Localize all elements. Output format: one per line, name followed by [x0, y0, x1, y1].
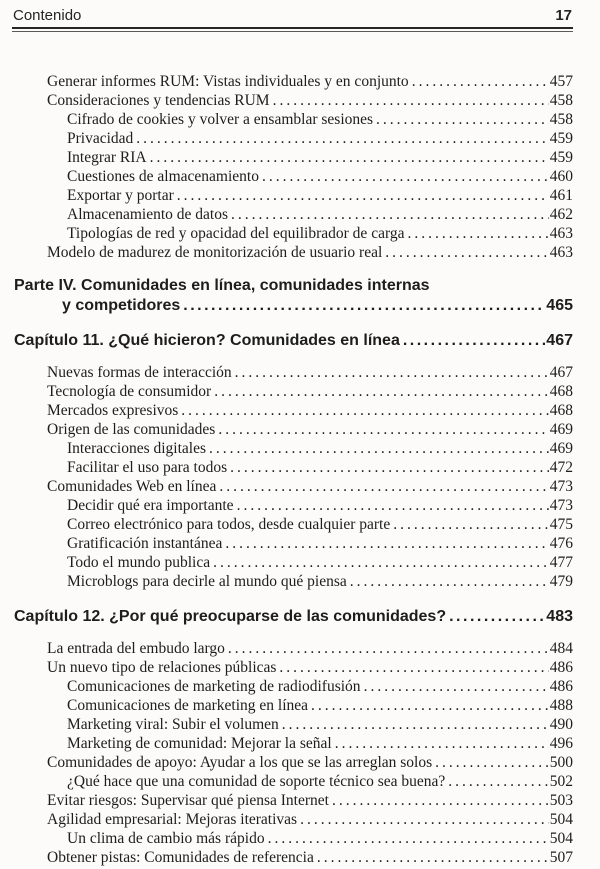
dot-leader [350, 572, 549, 591]
entry-page-number: 473 [549, 478, 573, 495]
dot-leader [376, 110, 549, 129]
entry-page-number: 461 [549, 187, 573, 204]
dot-leader [177, 186, 549, 205]
entry-title: Microblogs para decirle al mundo qué piensa [67, 573, 347, 590]
toc-list [12, 72, 573, 867]
entry-title: Evitar riesgos: Supervisar qué piensa Internet [47, 792, 329, 809]
dot-leader [213, 553, 549, 572]
header-rule [12, 27, 573, 32]
entry-title: Un clima de cambio más rápido [67, 830, 265, 847]
entry-title: Cuestiones de almacenamiento [67, 168, 259, 185]
entry-title: Decidir qué era importante [67, 497, 234, 514]
dot-leader [225, 534, 548, 553]
entry-title: Exportar y portar [67, 187, 174, 204]
toc-entry [12, 696, 573, 715]
toc-entry [12, 401, 573, 420]
entry-title: Un nuevo tipo de relaciones públicas [47, 659, 277, 676]
toc-entry [12, 848, 573, 867]
toc-entry [12, 715, 573, 734]
dot-leader [448, 772, 548, 791]
dot-leader [282, 715, 549, 734]
dot-leader [300, 810, 549, 829]
dot-leader [449, 607, 545, 627]
entry-title: Correo electrónico para todos, desde cualquier parte [67, 516, 391, 533]
entry-page-number: 475 [549, 516, 573, 533]
entry-title: Obtener pistas: Comunidades de referencia [47, 849, 314, 866]
entry-page-number: 504 [549, 830, 573, 847]
toc-entry [12, 496, 573, 515]
dot-leader [235, 363, 549, 382]
dot-leader [209, 439, 549, 458]
toc-entry [12, 110, 573, 129]
entry-page-number: 496 [549, 735, 573, 752]
dot-leader [311, 696, 549, 715]
toc-entry [12, 205, 573, 224]
entry-page-number: 459 [549, 149, 573, 166]
dot-leader [335, 734, 549, 753]
entry-page-number: 477 [549, 554, 573, 571]
toc-entry [12, 829, 573, 848]
toc-entry [12, 791, 573, 810]
entry-title: Almacenamiento de datos [67, 206, 228, 223]
toc-entry [12, 677, 573, 696]
entry-page-number: 463 [549, 244, 573, 261]
toc-part-heading [12, 276, 573, 315]
dot-leader [317, 848, 549, 867]
toc-entry [12, 639, 573, 658]
entry-page-number: 473 [549, 497, 573, 514]
dot-leader [412, 72, 549, 91]
dot-leader [181, 401, 548, 420]
toc-entry [12, 72, 573, 91]
dot-leader [262, 167, 549, 186]
entry-title: ¿Qué hace que una comunidad de soporte técnico sea buena? [67, 773, 446, 790]
toc-entry [12, 382, 573, 401]
entry-title: Comunidades de apoyo: Ayudar a los que se las arreglan solos [47, 754, 433, 771]
entry-page-number: 500 [549, 754, 573, 771]
entry-page-number: 459 [549, 130, 573, 147]
entry-title: Agilidad empresarial: Mejoras iterativas [47, 811, 298, 828]
toc-entry [12, 439, 573, 458]
entry-page-number: 457 [549, 73, 573, 90]
toc-entry [12, 129, 573, 148]
entry-page-number: 486 [549, 678, 573, 695]
toc-entry [12, 363, 573, 382]
toc-entry [12, 167, 573, 186]
chapter-title: Capítulo 12. ¿Por qué preocuparse de las comunidades? [14, 608, 447, 625]
entry-title: Privacidad [67, 130, 134, 147]
running-title: Contenido [13, 7, 82, 24]
entry-page-number: 468 [549, 383, 573, 400]
dot-leader [403, 331, 545, 351]
toc-chapter-heading [12, 331, 573, 351]
part-title-line1: Parte IV. Comunidades en línea, comunidades internas [14, 277, 430, 294]
dot-leader [214, 382, 549, 401]
entry-page-number: 476 [549, 535, 573, 552]
toc-entry [12, 148, 573, 167]
entry-title: Marketing viral: Subir el volumen [67, 716, 279, 733]
toc-chapter-heading [12, 607, 573, 627]
toc-entry [12, 753, 573, 772]
page-number: 17 [555, 7, 572, 24]
entry-title: Interacciones digitales [67, 440, 207, 457]
entry-title: Gratificación instantánea [67, 535, 223, 552]
toc-entry [12, 186, 573, 205]
dot-leader [228, 639, 549, 658]
chapter-title: Capítulo 11. ¿Qué hicieron? Comunidades en línea [14, 332, 400, 349]
dot-leader [407, 224, 548, 243]
entry-title: Comunidades Web en línea [47, 478, 217, 495]
entry-page-number: 458 [549, 92, 573, 109]
dot-leader [218, 420, 548, 439]
part-title-line2-text: y competidores [62, 297, 181, 314]
entry-page-number: 504 [549, 811, 573, 828]
entry-title: Marketing de comunidad: Mejorar la señal [67, 735, 332, 752]
toc-entry [12, 91, 573, 110]
dot-leader [364, 677, 549, 696]
dot-leader [231, 205, 549, 224]
entry-title: Origen de las comunidades [47, 421, 216, 438]
dot-leader [230, 458, 549, 477]
dot-leader [183, 296, 545, 315]
dot-leader [150, 148, 549, 167]
dot-leader [237, 496, 549, 515]
toc-entry [12, 534, 573, 553]
entry-page-number: 458 [549, 111, 573, 128]
entry-title: Todo el mundo publica [67, 554, 211, 571]
entry-page-number: 502 [549, 773, 573, 790]
dot-leader [136, 129, 548, 148]
dot-leader [435, 753, 549, 772]
entry-page-number: 479 [549, 573, 573, 590]
toc-entry [12, 458, 573, 477]
entry-title: Cifrado de cookies y volver a ensamblar sesiones [67, 111, 374, 128]
chapter-page-number: 467 [546, 332, 573, 349]
entry-title: La entrada del embudo largo [47, 640, 225, 657]
toc-entry [12, 515, 573, 534]
chapter-page-number: 483 [546, 608, 573, 625]
dot-leader [268, 829, 549, 848]
toc-entry [12, 553, 573, 572]
toc-entry [12, 572, 573, 591]
toc-entry [12, 224, 573, 243]
page-header [12, 7, 573, 27]
toc-entry [12, 477, 573, 496]
entry-page-number: 490 [549, 716, 573, 733]
entry-title: Facilitar el uso para todos [67, 459, 228, 476]
entry-page-number: 462 [549, 206, 573, 223]
dot-leader [332, 791, 549, 810]
entry-title: Integrar RIA [67, 149, 147, 166]
dot-leader [385, 243, 548, 262]
entry-title: Nuevas formas de interacción [47, 364, 232, 381]
dot-leader [279, 658, 548, 677]
dot-leader [393, 515, 549, 534]
entry-page-number: 472 [549, 459, 573, 476]
entry-title: Tecnología de consumidor [47, 383, 212, 400]
entry-page-number: 460 [549, 168, 573, 185]
entry-page-number: 488 [549, 697, 573, 714]
entry-title: Tipologías de red y opacidad del equilibrador de carga [67, 225, 405, 242]
entry-page-number: 484 [549, 640, 573, 657]
entry-title: Mercados expresivos [47, 402, 179, 419]
entry-title: Consideraciones y tendencias RUM [47, 92, 270, 109]
dot-leader [273, 91, 549, 110]
entry-page-number: 507 [549, 849, 573, 866]
entry-title: Generar informes RUM: Vistas individuales y en conjunto [47, 73, 409, 90]
entry-page-number: 463 [549, 225, 573, 242]
part-page-number: 465 [546, 297, 573, 314]
toc-entry [12, 734, 573, 753]
entry-title: Modelo de madurez de monitorización de usuario real [47, 244, 383, 261]
dot-leader [219, 477, 548, 496]
entry-page-number: 503 [549, 792, 573, 809]
entry-page-number: 486 [549, 659, 573, 676]
entry-page-number: 468 [549, 402, 573, 419]
entry-page-number: 467 [549, 364, 573, 381]
toc-entry [12, 243, 573, 262]
part-title-line2 [14, 296, 573, 315]
toc-entry [12, 772, 573, 791]
toc-entry [12, 658, 573, 677]
toc-entry [12, 810, 573, 829]
entry-page-number: 469 [549, 440, 573, 457]
toc-entry [12, 420, 573, 439]
entry-title: Comunicaciones de marketing de radiodifusión [67, 678, 361, 695]
entry-page-number: 469 [549, 421, 573, 438]
entry-title: Comunicaciones de marketing en línea [67, 697, 309, 714]
